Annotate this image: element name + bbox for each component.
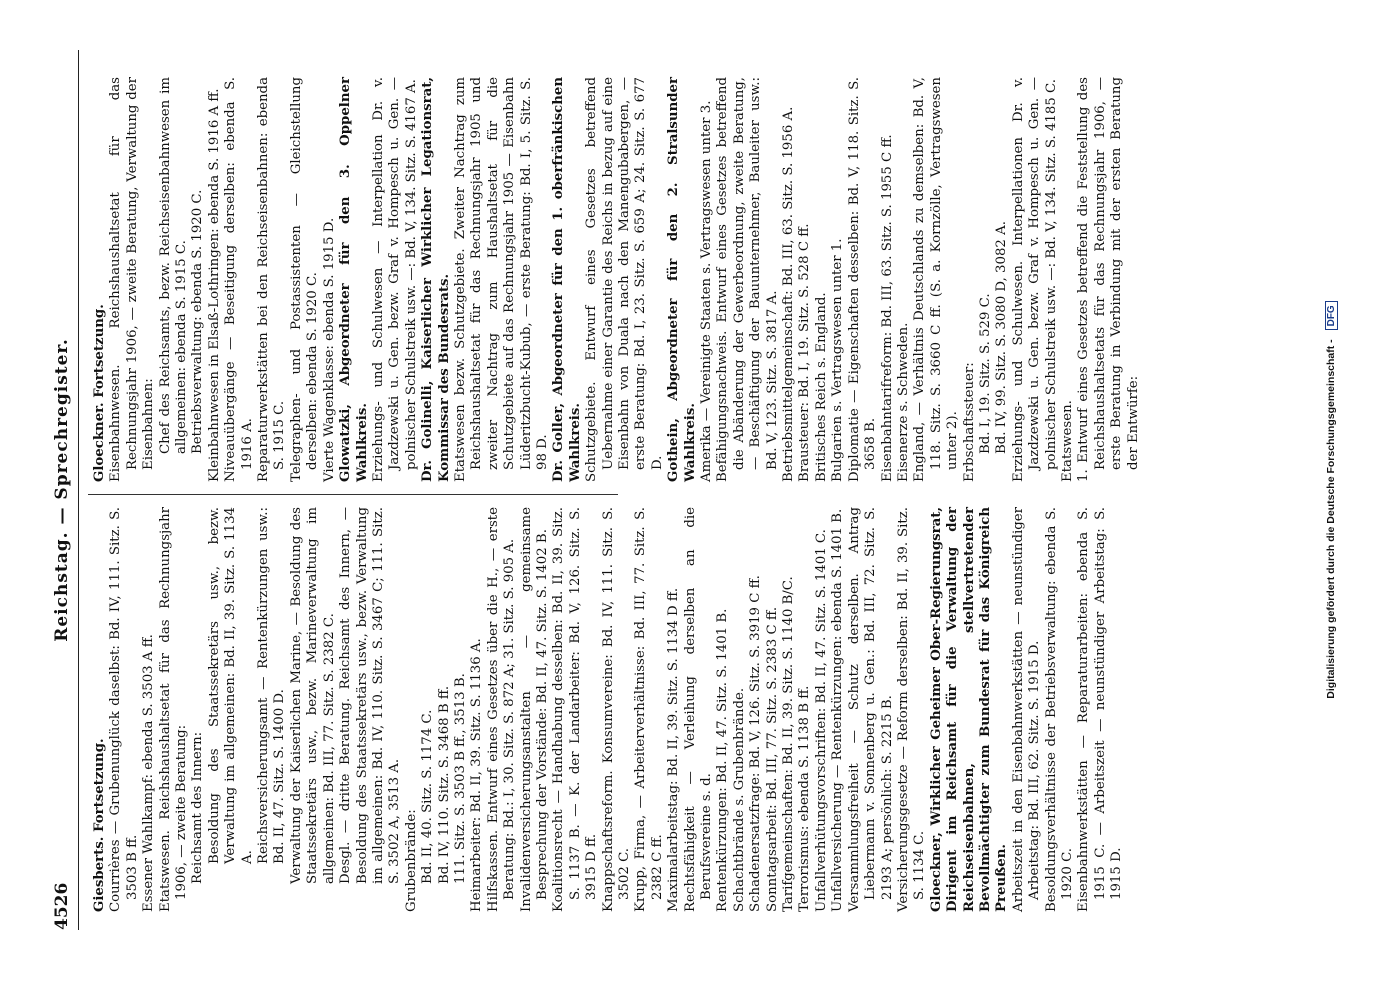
register-entry: Reparaturwerkstätten bei den Reichseisenbahnen: ebenda S. 1915 C.	[256, 77, 288, 482]
register-entry: Eisenbahnwerkstätten — Reparaturarbeiten: ebenda S. 1915 C. — Arbeitszeit — neunstündiger Arbeitstag: S. 1915 D.	[1076, 507, 1125, 912]
register-entry: Diplomatie — Eigenschaften desselben: Bd. V, 118. Sitz. S. 3658 B.	[846, 77, 879, 482]
register-subentry: Besoldung des Staatssekretärs usw., bezw. Verwaltung im allgemeinen: Bd. II, 39. Sitz. S. 1134 A.	[206, 507, 255, 864]
register-entry: Sonntagsarbeit: Bd. III, 77. Sitz. S. 2383 C ff.	[764, 606, 780, 912]
register-entry: Etatswesen.	[1059, 400, 1075, 482]
right-column	[92, 77, 1142, 482]
register-entry: Unfallversicherung — Rentenkürzungen: ebenda S. 1401 B.	[830, 508, 846, 912]
register-entry: Bulgarien s. Vertragswesen unter 1.	[830, 238, 846, 482]
register-entry: Rentenkürzungen: Bd. II, 47. Sitz. S. 1401 B.	[715, 608, 731, 912]
register-entry: Versicherungsgesetze — Reform derselben: Bd. II, 39. Sitz. S. 1134 C.	[895, 507, 928, 912]
register-entry: Arbeitszeit in den Eisenbahnwerkstätten — neunstündiger Arbeitstag: Bd. III, 62. Sitz. S. 1915 D.	[1010, 507, 1043, 912]
credit-text: Digitalisierung gefördert durch die Deutsche Forschungsgemeinschaft -	[1325, 339, 1337, 699]
register-entry: Maximalarbeitstag: Bd. II, 39. Sitz. S. 1134 D ff.	[666, 587, 682, 912]
column-divider	[88, 494, 618, 495]
register-name-heading: Gothein, Abgeordneter für den 2. Stralsunder Wahlkreis.	[666, 77, 698, 482]
register-entry: Courrières — Grubenunglück daselbst: Bd. IV, 111. Sitz. S. 3503 B ff.	[108, 507, 140, 912]
register-entry: Amerika — Vereinigte Staaten s. Vertragswesen unter 3.	[699, 100, 715, 482]
register-entry: Eisenbahnwesen. Reichshaushaltsetat für das Rechnungsjahr 1906, — zweite Beratung, Verwaltung der Eisenbahnen:	[108, 77, 157, 482]
register-entry: Kleinbahnwesen in Elsaß-Lothringen: ebenda S. 1916 A ff.	[206, 88, 222, 482]
register-name-heading: Gloeckner, Wirklicher Geheimer Ober-Regierungsrat, Dirigent im Reichsamt für die Verwaltung der Reichseisenbahnen, stellvertretender Bevollmächtigter zum Bundesrat für das Königreich Preußen.	[928, 507, 1010, 912]
register-subentry: Bd. I, 19. Sitz. S. 529 C.	[977, 293, 993, 454]
register-subentry: Betriebsverwaltung: ebenda S. 1920 C.	[190, 189, 206, 454]
page-number: 4526	[52, 882, 72, 930]
register-subentry: Bd. II, 40. Sitz. S. 1174 C.	[420, 709, 436, 884]
register-subentry: Reichsamt des Innern:	[190, 731, 206, 884]
register-entry: Invalidenversicherungsanstalten — gemeinsame Besprechung der Vorstände: Bd. II, 47. Sitz. S. 1402 B.	[518, 507, 550, 912]
register-entry: Essener Wahlkampf: ebenda S. 3503 A ff.	[141, 634, 157, 912]
register-entry: Schadenersatzfrage: Bd. V, 126. Sitz. S. 3919 C ff.	[748, 575, 764, 912]
register-entry: Brausteuer: Bd. I, 19. Sitz. S. 528 C ff.	[797, 223, 813, 482]
register-entry: Betriebsmittelgemeinschaft: Bd. III, 63. Sitz. S. 1956 A.	[781, 106, 797, 482]
register-subentry: Verwaltung der Kaiserlichen Marine, — Besoldung des Staatssekretärs usw., bezw. Marineverwaltung im allgemeinen: Bd. III, 77. Sitz. S. 2382 C.	[288, 507, 337, 884]
dfg-logo: DFG	[1325, 301, 1338, 330]
register-entry: Schutzgebiete. Entwurf eines Gesetzes betreffend Uebernahme einer Garantie des Reichs in bezug auf eine Eisenbahn von Duala nach den Manengubabergen, — erste Beratung: Bd. I, 23. Sitz. S. 659 A; 24. Sitz. S. 677 D.	[584, 77, 665, 482]
register-entry: Rechtsfähigkeit — Verleihung derselben an die Berufsvereine s. d.	[682, 507, 715, 912]
page-title: Reichstag. — Sprechregister.	[52, 338, 72, 642]
register-entry: Vierte Wagenklasse: ebenda S. 1915 D.	[321, 217, 337, 482]
register-entry: Krupp, Firma, — Arbeiterverhältnisse: Bd. III, 77. Sitz. S. 2382 C ff.	[633, 507, 665, 912]
register-entry: Heimarbeiter: Bd. II, 39. Sitz. S. 1136 A.	[469, 638, 485, 912]
register-subentry: Chef des Reichsamts, bezw. Reichseisenbahnwesen im allgemeinen: ebenda S. 1915 C.	[157, 77, 190, 454]
register-entry: Knappschaftsreform. Konsumvereine: Bd. IV, 111. Sitz. S. 3502 C.	[600, 507, 632, 912]
register-entry: Grubenbrände:	[403, 809, 419, 912]
register-entry: Hilfskassen. Entwurf eines Gesetzes über die H., — erste Beratung: Bd.: I, 30. Sitz. S. 872 A; 31. Sitz. S. 905 A.	[485, 507, 518, 912]
register-entry: Eisenerze s. Schweden.	[895, 322, 911, 482]
register-entry: Unfallverhütungsvorschriften: Bd. II, 47. Sitz. S. 1401 C.	[813, 529, 829, 912]
left-column	[92, 507, 1126, 912]
register-entry: Tarifgemeinschaften: Bd. II, 39. Sitz. S. 1140 B/C.	[781, 576, 797, 912]
register-entry: Befähigungsnachweis. Entwurf eines Gesetzes betreffend die Abänderung der Gewerbeordnung, zweite Beratung, — Beschäftigung der Bauunternehmer, Bauleiter usw.: Bd. V, 123. Sitz. S. 3817 A.	[715, 77, 780, 482]
register-entry: Erbschaftssteuer:	[961, 362, 977, 482]
register-entry: Versammlungsfreiheit — Schutz derselben. Antrag Liebermann v. Sonnenberg u. Gen.: Bd. III, 72. Sitz. S. 2193 A; persönlich: S. 2215 B.	[846, 507, 895, 912]
register-entry: Erziehungs- und Schulwesen. Interpellationen Dr. v. Jazdzewski u. Gen. bezw. Graf v. Hompesch u. Gen. — polnischer Schulstreik usw. —: Bd. V, 134. Sitz. S. 4185 C.	[1010, 77, 1059, 482]
register-name-heading: Giesberts. Fortsetzung.	[92, 738, 107, 912]
register-subentry: Reichsversicherungsamt — Rentenkürzungen usw.: Bd. II, 47. Sitz. S. 1400 D.	[256, 507, 288, 864]
register-name-heading: Gloeckner. Fortsetzung.	[92, 304, 107, 482]
register-entry: Niveauübergänge — Beseitigung derselben: ebenda S. 1916 A.	[223, 77, 255, 482]
register-subentry: Bd. IV, 110. Sitz. S. 3468 B ff.	[436, 685, 452, 884]
register-entry: Besoldungsverhältnisse der Betriebsverwaltung: ebenda S. 1920 C.	[1043, 507, 1075, 912]
register-subentry: 111. Sitz. S. 3503 B ff., 3513 B.	[452, 673, 468, 884]
register-entry: Koalitionsrecht — Handhabung desselben: Bd. II, 39. Sitz. S. 1137 B. — K. der Landarbeiter: Bd. V, 126. Sitz. S. 3915 D ff.	[551, 507, 600, 912]
register-entry: Etatswesen. Reichshaushaltsetat für das Rechnungsjahr 1906, — zweite Beratung:	[157, 507, 190, 912]
register-name-heading: Dr. Goller, Abgeordneter für den 1. oberfränkischen Wahlkreis.	[551, 77, 583, 482]
register-entry: 1. Entwurf eines Gesetzes betreffend die Feststellung des Reichshaushaltsetats für das Rechnungsjahr 1906, — erste Beratung in Verbindung mit der ersten Beratung der Entwürfe:	[1076, 77, 1141, 482]
register-entry: Eisenbahntarifreform: Bd. III, 63. Sitz. S. 1955 C ff.	[879, 134, 895, 482]
register-entry: Erziehungs- und Schulwesen — Interpellation Dr. v. Jazdzewski u. Gen. bezw. Graf v. Hompesch u. Gen. — polnischer Schulstreik usw. —: Bd. V, 134. Sitz. S. 4167 A.	[370, 77, 419, 482]
digitization-credit	[1325, 0, 1355, 1000]
register-name-heading: Glowatzki, Abgeordneter für den 3. Oppelner Wahlkreis.	[338, 77, 370, 482]
register-subentry: Desgl. — dritte Beratung. Reichsamt des Innern, — Besoldung des Staatssekretärs usw., bezw. Verwaltung im allgemeinen: Bd. IV, 110. Sitz. S. 3467 C; 111. Sitz. S. 3502 A, 3513 A.	[338, 507, 403, 884]
register-entry: Schachtbrände s. Grubenbrände.	[731, 687, 747, 912]
register-name-heading: Dr. Golinelli, Kaiserlicher Wirklicher Legationsrat, Kommissar des Bundesrats.	[420, 77, 452, 482]
register-entry: Etatswesen bezw. Schutzgebiete. Zweiter Nachtrag zum Reichshaushaltsetat für das Rechnungsjahr 1905 und zweiter Nachtrag zum Haushaltsetat für die Schutzgebiete auf das Rechnungsjahr 1905 — Eisenbahn Lüderitzbucht-Kubub, — erste Beratung: Bd. I, 5. Sitz. S. 98 D.	[452, 77, 550, 482]
register-subentry: Bd. IV, 99. Sitz. S. 3080 D, 3082 A.	[994, 221, 1010, 454]
register-entry: England, — Verhältnis Deutschlands zu demselben: Bd. V, 118. Sitz. S. 3660 C ff. (S. a. Kornzölle, Vertragswesen unter 2).	[912, 77, 961, 482]
page-header	[38, 50, 79, 930]
register-entry: Telegraphen- und Postassistenten — Gleichstellung derselben: ebenda S. 1920 C.	[288, 77, 321, 482]
register-entry: Britisches Reich s. England.	[813, 292, 829, 482]
register-entry: Terrorismus: ebenda S. 1138 B ff.	[797, 685, 813, 912]
